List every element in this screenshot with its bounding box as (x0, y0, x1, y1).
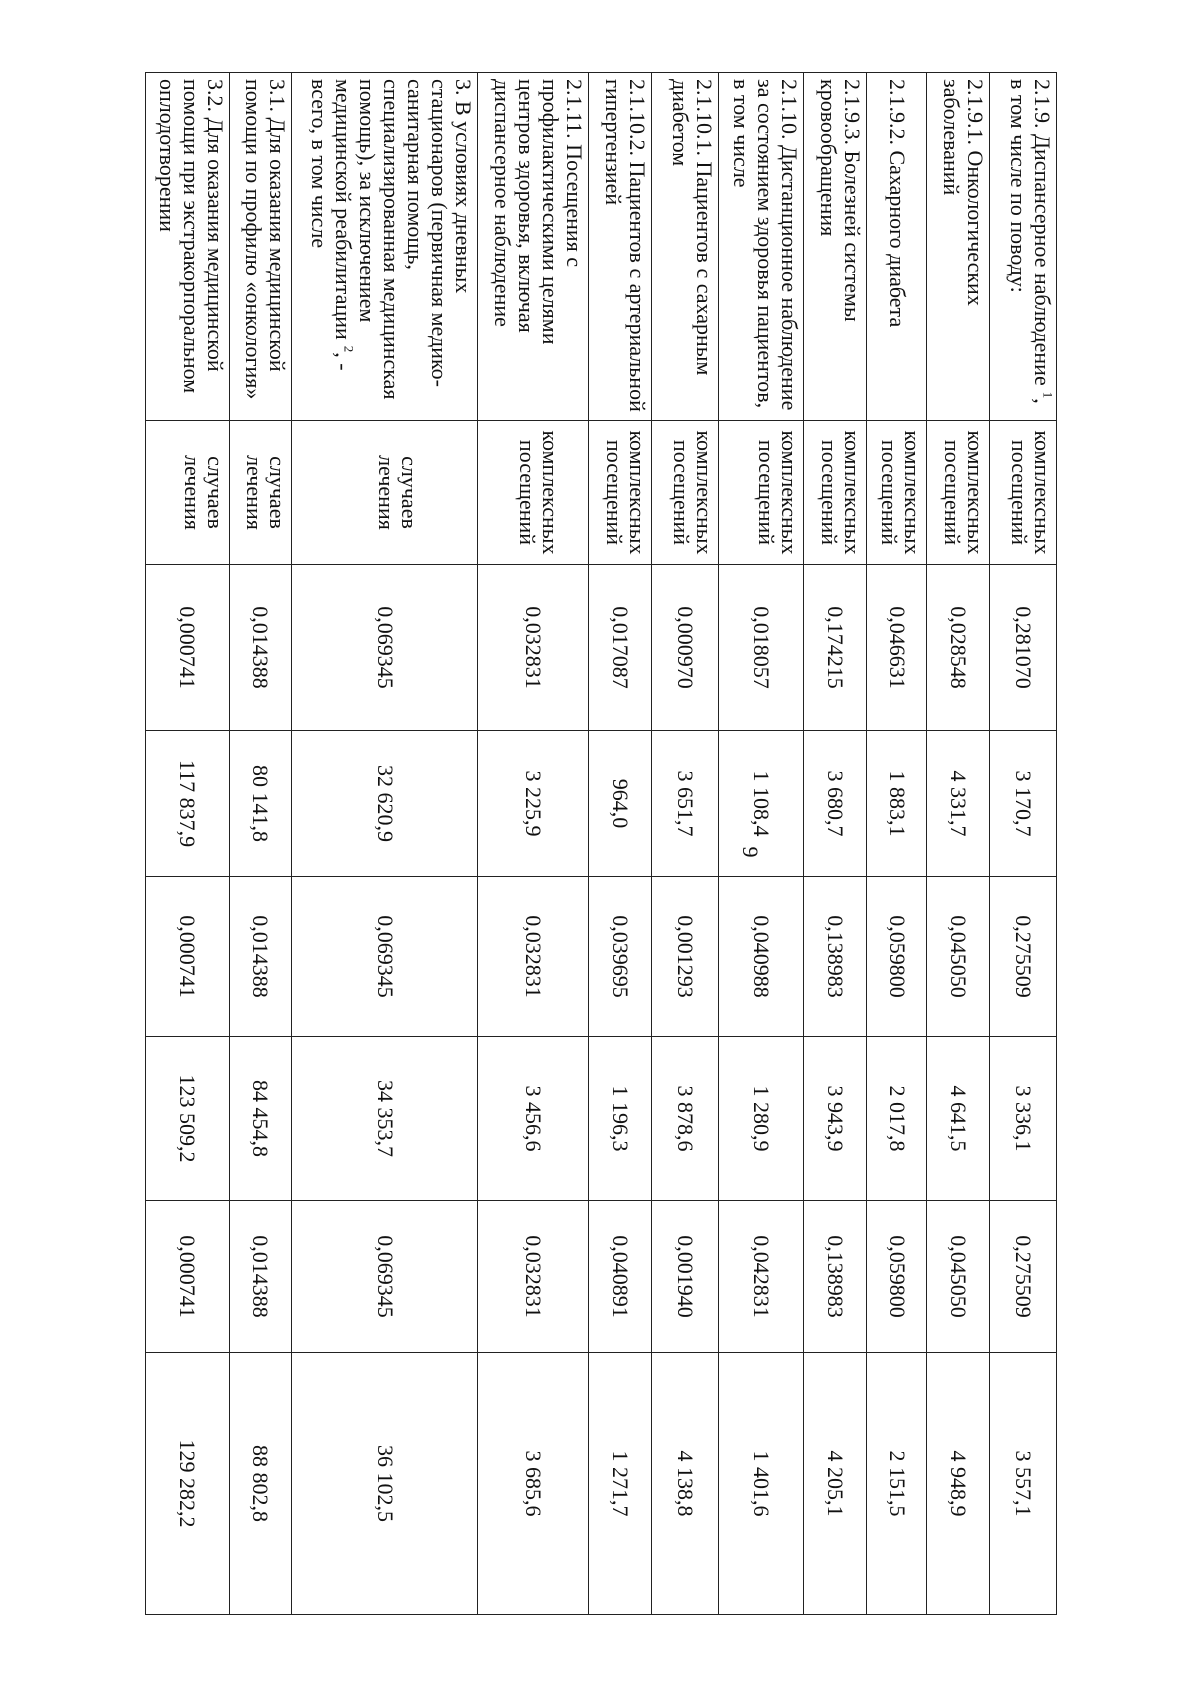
value-cell: 34 353,7 (292, 1037, 478, 1201)
page-number: 9 (738, 846, 763, 858)
value-cell: 0,275509 (990, 1201, 1057, 1353)
value-cell: 88 802,8 (229, 1353, 292, 1615)
table-row (478, 73, 589, 1615)
value-cell: 0,001940 (651, 1201, 718, 1353)
value-cell: 0,045050 (927, 877, 990, 1037)
value-cell: 0,000741 (146, 877, 230, 1037)
value-cell: 0,281070 (990, 565, 1057, 731)
row-name-cell: 3. В условиях дневных стационаров (первичная медико-санитарная помощь, специализированная медицинская помощь), за исключением медицинской реабилитации$^2$, - всего, в том числе (292, 73, 478, 421)
row-name-cell: 3.2. Для оказания медицинской помощи при экстракорпоральном оплодотворении (146, 73, 230, 421)
row-name-cell: 2.1.9.1. Онкологических заболеваний (927, 73, 990, 421)
value-cell: 3 557,1 (990, 1353, 1057, 1615)
value-cell: 0,000741 (146, 1201, 230, 1353)
row-name-cell: 2.1.9.2. Сахарного диабета (866, 73, 927, 421)
value-cell: 3 651,7 (651, 731, 718, 877)
table-row (589, 73, 652, 1615)
value-cell: 0,042831 (718, 1201, 804, 1353)
value-cell: 0,028548 (927, 565, 990, 731)
unit-cell: комплексных посещений (718, 421, 804, 565)
value-cell: 3 456,6 (478, 1037, 589, 1201)
value-cell: 0,059800 (866, 1201, 927, 1353)
table-row (927, 73, 990, 1615)
value-cell: 1 108,4 (718, 731, 804, 877)
value-cell: 0,001293 (651, 877, 718, 1037)
value-cell: 1 883,1 (866, 731, 927, 877)
value-cell: 0,045050 (927, 1201, 990, 1353)
value-cell: 0,059800 (866, 877, 927, 1037)
value-cell: 3 680,7 (804, 731, 867, 877)
footnote-1-marker: 1 (1040, 391, 1056, 399)
value-cell: 3 878,6 (651, 1037, 718, 1201)
row-name-cell: 2.1.10.1. Пациентов с сахарным диабетом (651, 73, 718, 421)
value-cell: 129 282,2 (146, 1353, 230, 1615)
value-cell: 0,032831 (478, 877, 589, 1037)
value-cell: 4 331,7 (927, 731, 990, 877)
value-cell: 4 948,9 (927, 1353, 990, 1615)
unit-cell: комплексных посещений (589, 421, 652, 565)
table-row (804, 73, 867, 1615)
norms-table (145, 72, 1057, 1615)
value-cell: 0,032831 (478, 565, 589, 731)
value-cell: 0,039695 (589, 877, 652, 1037)
value-cell: 1 196,3 (589, 1037, 652, 1201)
value-cell: 0,040988 (718, 877, 804, 1037)
value-cell: 3 685,6 (478, 1353, 589, 1615)
value-cell: 3 225,9 (478, 731, 589, 877)
value-cell: 2 151,5 (866, 1353, 927, 1615)
value-cell: 117 837,9 (146, 731, 230, 877)
value-cell: 84 454,8 (229, 1037, 292, 1201)
table-row (990, 73, 1057, 1615)
value-cell: 4 138,8 (651, 1353, 718, 1615)
value-cell: 123 509,2 (146, 1037, 230, 1201)
value-cell: 0,069345 (292, 565, 478, 731)
value-cell: 0,000970 (651, 565, 718, 731)
table-row (292, 73, 478, 1615)
value-cell: 1 280,9 (718, 1037, 804, 1201)
unit-cell: комплексных посещений (927, 421, 990, 565)
value-cell: 80 141,8 (229, 731, 292, 877)
value-cell: 0,069345 (292, 877, 478, 1037)
row-name-cell: 3.1. Для оказания медицинской помощи по профилю «онкология» (229, 73, 292, 421)
value-cell: 0,018057 (718, 565, 804, 731)
value-cell: 0,069345 (292, 1201, 478, 1353)
value-cell: 0,174215 (804, 565, 867, 731)
value-cell: 0,032831 (478, 1201, 589, 1353)
value-cell: 4 641,5 (927, 1037, 990, 1201)
value-cell: 3 943,9 (804, 1037, 867, 1201)
value-cell: 3 336,1 (990, 1037, 1057, 1201)
value-cell: 0,014388 (229, 1201, 292, 1353)
value-cell: 0,014388 (229, 565, 292, 731)
value-cell: 1 401,6 (718, 1353, 804, 1615)
row-name-cell: 2.1.10. Дистанционное наблюдение за состоянием здоровья пациентов, в том числе (718, 73, 804, 421)
table-row (651, 73, 718, 1615)
value-cell: 4 205,1 (804, 1353, 867, 1615)
unit-cell: случаев лечения (292, 421, 478, 565)
table-row (866, 73, 927, 1615)
value-cell: 32 620,9 (292, 731, 478, 877)
footnote-2-marker: 2 (341, 345, 357, 353)
value-cell: 0,040891 (589, 1201, 652, 1353)
value-cell: 0,275509 (990, 877, 1057, 1037)
unit-cell: комплексных посещений (866, 421, 927, 565)
table-row (229, 73, 292, 1615)
value-cell: 2 017,8 (866, 1037, 927, 1201)
value-cell: 3 170,7 (990, 731, 1057, 877)
value-cell: 0,046631 (866, 565, 927, 731)
value-cell: 0,000741 (146, 565, 230, 731)
value-cell: 0,017087 (589, 565, 652, 731)
row-name-cell: 2.1.11. Посещения с профилактическими целями центров здоровья, включая диспансерное наблюдение (478, 73, 589, 421)
value-cell: 0,138983 (804, 1201, 867, 1353)
row-name-cell: 2.1.9. Диспансерное наблюдение$^1$, в том числе по поводу: (990, 73, 1057, 421)
unit-cell: комплексных посещений (478, 421, 589, 565)
unit-cell: случаев лечения (229, 421, 292, 565)
unit-cell: комплексных посещений (804, 421, 867, 565)
table-body (146, 73, 1057, 1615)
row-name-cell: 2.1.10.2. Пациентов с артериальной гипертензией (589, 73, 652, 421)
table-rotated-container (145, 72, 1057, 1614)
unit-cell: комплексных посещений (990, 421, 1057, 565)
table-row (146, 73, 230, 1615)
row-name-cell: 2.1.9.3. Болезней системы кровообращения (804, 73, 867, 421)
unit-cell: случаев лечения (146, 421, 230, 565)
value-cell: 0,014388 (229, 877, 292, 1037)
table-row (718, 73, 804, 1615)
value-cell: 1 271,7 (589, 1353, 652, 1615)
unit-cell: комплексных посещений (651, 421, 718, 565)
value-cell: 0,138983 (804, 877, 867, 1037)
value-cell: 964,0 (589, 731, 652, 877)
value-cell: 36 102,5 (292, 1353, 478, 1615)
